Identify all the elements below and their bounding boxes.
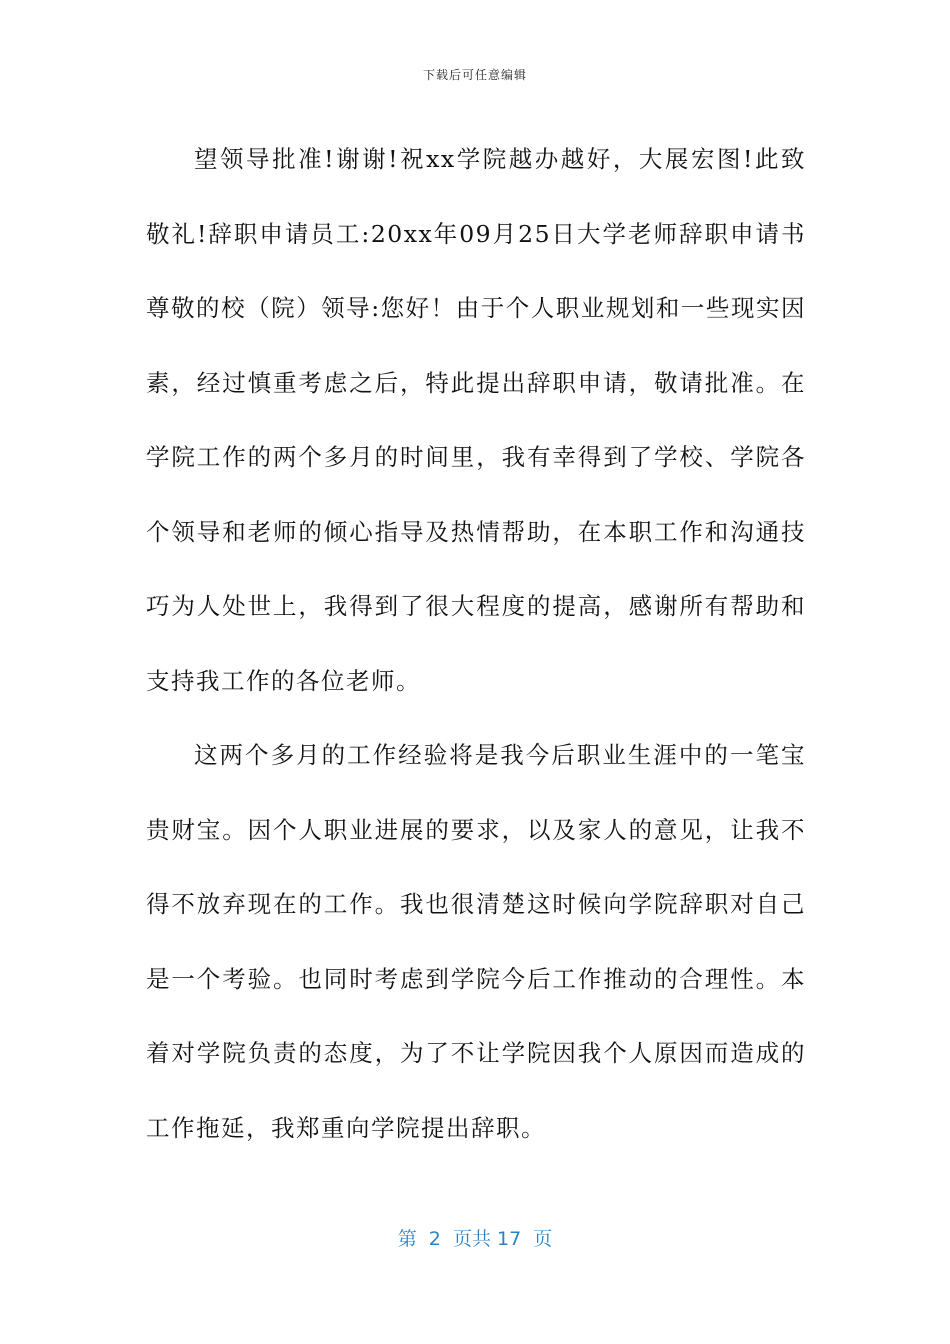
body-paragraph-2: 这两个多月的工作经验将是我今后职业生涯中的一笔宝贵财宝。因个人职业进展的要求，以及家人的意见，让我不得不放弃现在的工作。我也很清楚这时候向学院辞职对自己是一个考验。也同时考虑到学院今后工作推动的合理性。本着对学院负责的态度，为了不让学院因我个人原因而造成的工作拖延，我郑重向学院提出辞职。 — [146, 741, 806, 1142]
document-body — [146, 122, 806, 1165]
header-note: 下载后可任意编辑 — [422, 68, 527, 82]
body-paragraph-1: 望领导批准!谢谢!祝xx学院越办越好，大展宏图!此致敬礼!辞职申请员工:20xx年09月25日大学老师辞职申请书尊敬的校（院）领导:您好！由于个人职业规划和一些现实因素，经过慎重考虑之后，特此提出辞职申请，敬请批准。在学院工作的两个多月的时间里，我有幸得到了学校、学院各个领导和老师的倾心指导及热情帮助，在本职工作和沟通技巧为人处世上，我得到了很大程度的提高，感谢所有帮助和支持我工作的各位老师。 — [146, 145, 806, 695]
page-number-footer: 第 2 页共 17 页 — [397, 1228, 553, 1250]
